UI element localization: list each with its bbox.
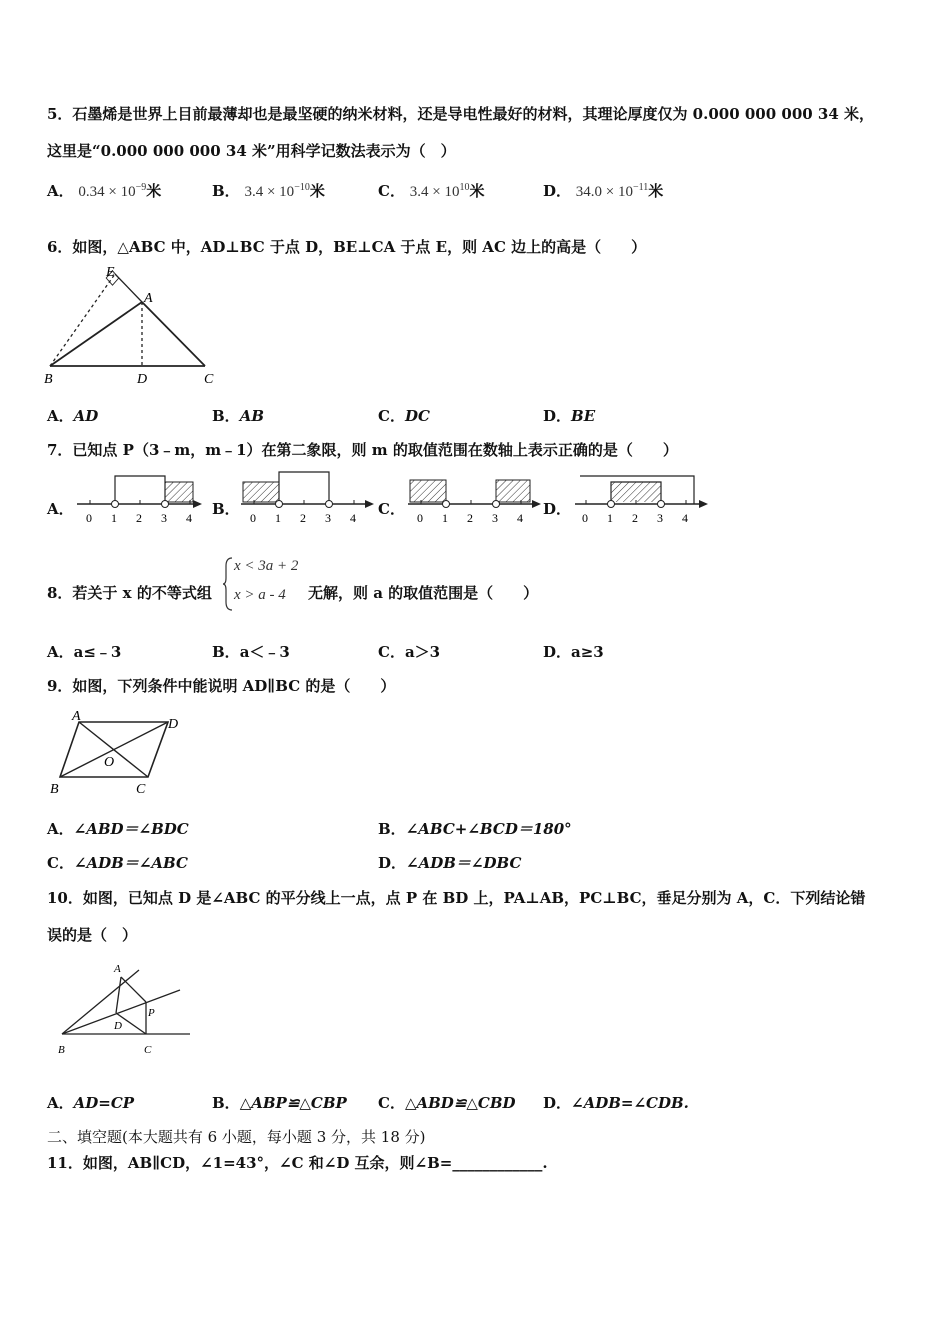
q10-angle-bisector-figure: [44, 956, 199, 1060]
q5-option-b: B． $3.4 \times 10^{-10}$米: [212, 182, 325, 200]
q6-label-d: D: [137, 372, 148, 387]
q7-stem: 7．已知点 P（3﹣m，m﹣1）在第二象限，则 m 的取值范围在数轴上表示正确的是（ ）: [47, 441, 678, 459]
svg-text:4: 4: [350, 511, 356, 525]
q9-option-c: C．∠ADB＝∠ABC: [47, 854, 188, 872]
q8-stem-prefix: 8．若关于 x 的不等式组: [47, 584, 212, 602]
q9-option-a: A．∠ABD＝∠BDC: [47, 820, 189, 838]
q8-brace: [222, 556, 234, 612]
q9-label-d: D: [168, 717, 179, 732]
svg-text:0: 0: [417, 511, 423, 525]
q11-stem: 11．如图，AB∥CD，∠1=43°，∠C 和∠D 互余，则∠B=____________.: [47, 1154, 548, 1172]
q7-number-line-a: [72, 470, 212, 530]
q5-option-a: A． $0.34 \times 10^{-9}$米: [47, 182, 162, 200]
q7-option-d-label: D．: [543, 500, 572, 518]
q8-inequality-2: x > a - 4: [234, 587, 286, 603]
q6-option-d: D．BE: [543, 407, 596, 425]
svg-text:1: 1: [442, 511, 448, 525]
q10-label-p: P: [148, 1007, 155, 1019]
q7-number-line-b: [236, 470, 381, 530]
q9-label-a: A: [72, 709, 81, 724]
q6-stem: 6．如图，△ABC 中，AD⊥BC 于点 D，BE⊥CA 于点 E，则 AC 边上的高是（ ）: [47, 238, 647, 256]
q8-option-b: B．a＜﹣3: [212, 643, 290, 661]
q10-stem-line2: 误的是（ ）: [47, 926, 138, 944]
q10-option-a: A．AD=CP: [47, 1094, 135, 1112]
q8-inequality-1: x < 3a + 2: [234, 558, 299, 574]
q6-label-c: C: [204, 372, 214, 387]
q10-stem-line1: 10．如图，已知点 D 是∠ABC 的平分线上一点，点 P 在 BD 上，PA⊥AB，PC⊥BC，垂足分别为 A，C．下列结论错: [47, 889, 866, 907]
q10-label-b: B: [58, 1044, 65, 1056]
q5-stem-line1: 5．石墨烯是世界上目前最薄却也是最坚硬的纳米材料，还是导电性最好的材料，其理论厚度仅为 0.000 000 000 34 米，: [47, 105, 875, 123]
q9-option-d: D．∠ADB＝∠DBC: [378, 854, 522, 872]
q5-option-d: D． $34.0 \times 10^{-11}$米: [543, 182, 664, 200]
q6-label-a: A: [144, 291, 153, 306]
q10-option-d: D．∠ADB=∠CDB.: [543, 1094, 689, 1112]
svg-text:3: 3: [325, 511, 331, 525]
svg-text:3: 3: [657, 511, 663, 525]
svg-text:1: 1: [275, 511, 281, 525]
svg-text:2: 2: [300, 511, 306, 525]
q9-label-c: C: [136, 782, 146, 797]
q6-option-a: A．AD: [47, 407, 99, 425]
q5-stem-line2: 这里是“0.000 000 000 34 米”用科学记数法表示为（ ）: [47, 142, 456, 160]
q7-option-c-label: C．: [378, 500, 405, 518]
q9-parallelogram-figure: [44, 706, 194, 798]
q10-label-a: A: [114, 963, 121, 975]
svg-text:0: 0: [250, 511, 256, 525]
q6-label-e: E: [106, 265, 115, 280]
q6-option-b: B．AB: [212, 407, 265, 425]
q8-option-d: D．a≥3: [543, 643, 604, 661]
q10-option-c: C．△ABD≌△CBD: [378, 1094, 516, 1112]
q7-number-line-c: [403, 470, 548, 530]
svg-text:0: 0: [582, 511, 588, 525]
q8-option-a: A．a≤﹣3: [47, 643, 122, 661]
q7-option-b-label: B．: [212, 500, 240, 518]
q6-label-b: B: [44, 372, 53, 387]
svg-text:3: 3: [492, 511, 498, 525]
q8-option-c: C．a＞3: [378, 643, 441, 661]
svg-text:1: 1: [607, 511, 613, 525]
svg-text:4: 4: [186, 511, 192, 525]
q9-label-b: B: [50, 782, 59, 797]
q7-number-line-d: [570, 470, 715, 530]
svg-text:2: 2: [467, 511, 473, 525]
svg-text:4: 4: [682, 511, 688, 525]
q10-label-d: D: [114, 1020, 122, 1032]
svg-text:1: 1: [111, 511, 117, 525]
q9-stem: 9．如图，下列条件中能说明 AD∥BC 的是（ ）: [47, 677, 396, 695]
q10-label-c: C: [144, 1044, 152, 1056]
q7-option-a-label: A．: [47, 500, 74, 518]
q10-option-b: B．△ABP≌△CBP: [212, 1094, 347, 1112]
section-2-title: 二、填空题(本大题共有 6 小题，每小题 3 分，共 18 分): [47, 1128, 426, 1146]
q6-triangle-figure: [40, 262, 230, 392]
svg-text:2: 2: [632, 511, 638, 525]
svg-text:3: 3: [161, 511, 167, 525]
q8-stem-suffix: 无解，则 a 的取值范围是（ ）: [308, 584, 539, 602]
svg-text:2: 2: [136, 511, 142, 525]
q5-option-c: C． $3.4 \times 10^{10}$米: [378, 182, 485, 200]
q6-option-c: C．DC: [378, 407, 430, 425]
q9-option-b: B．∠ABC+∠BCD＝180°: [378, 820, 572, 838]
svg-text:4: 4: [517, 511, 523, 525]
svg-text:0: 0: [86, 511, 92, 525]
q9-label-o: O: [104, 755, 115, 770]
